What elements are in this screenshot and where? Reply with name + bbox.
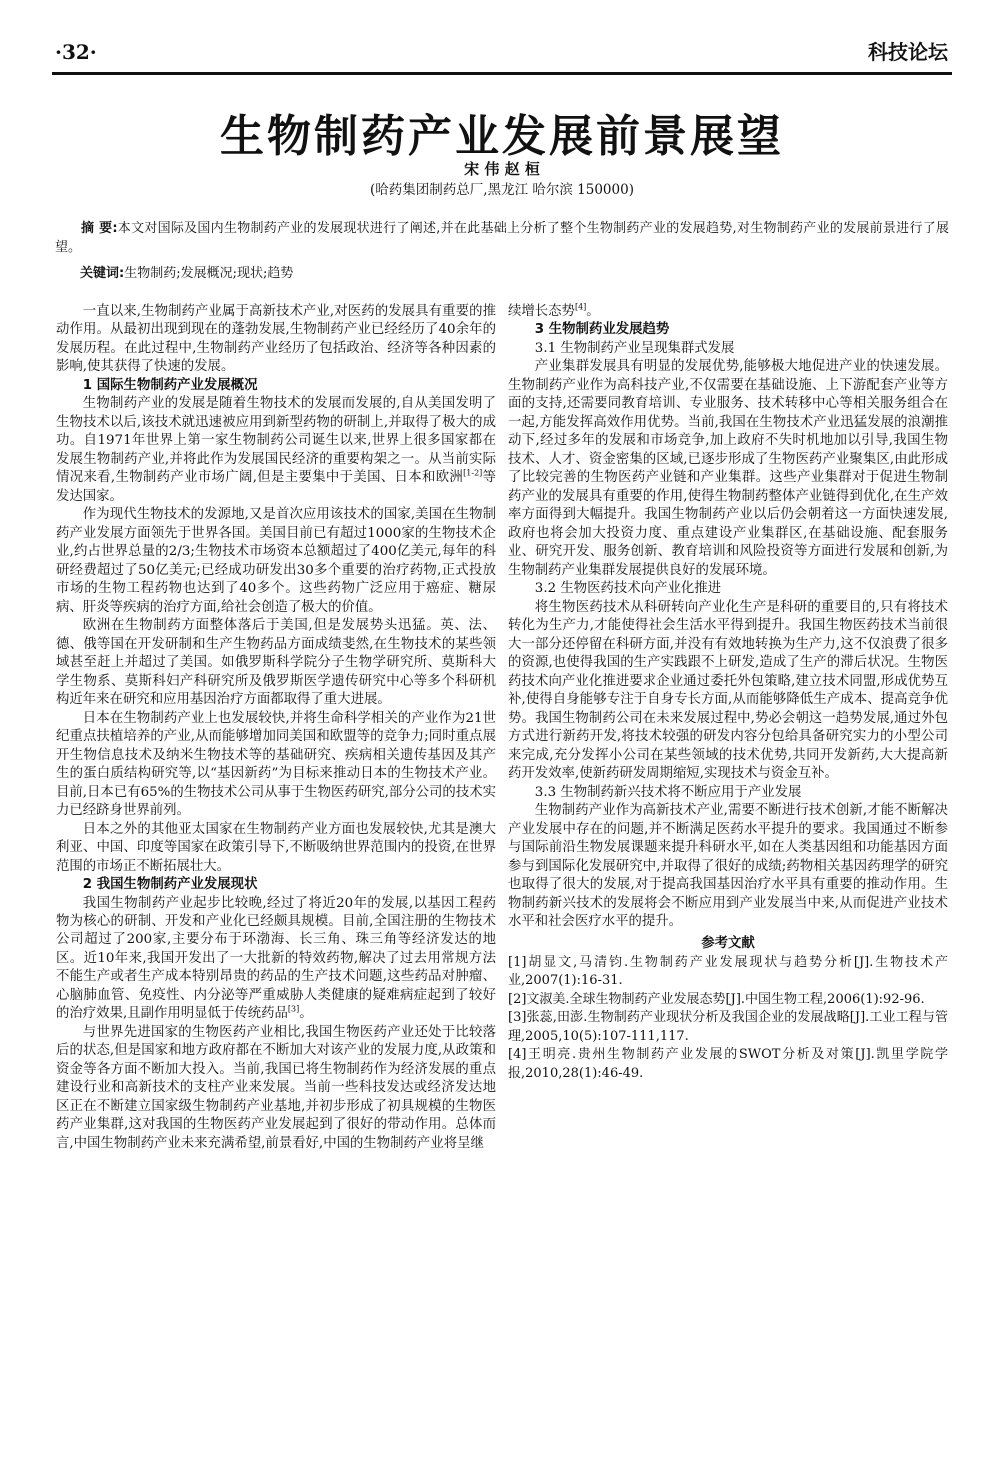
keywords (80, 262, 293, 281)
paragraph-text: 。 (586, 304, 600, 319)
paragraph (56, 395, 496, 506)
keywords-label: 关键词: (80, 266, 125, 281)
paragraph: 日本之外的其他亚太国家在生物制药产业方面也发展较快,尤其是澳大利亚、中国、印度等国家在政策引导下,不断吸纳世界范围内的投资,在世界范围的市场正不断拓展壮大。 (56, 821, 496, 874)
article-affiliation: (哈药集团制药总厂,黑龙江 哈尔滨 150000) (370, 182, 634, 198)
page-number: ·32· (55, 40, 97, 64)
paragraph: 作为现代生物技术的发源地,又是首次应用该技术的国家,美国在生物制药产业发展方面领先于世界各国。美国目前已有超过1000家的生物技术企业,约占世界总量的2/3;生物技术市场资本总额超过了400亿美元,每年的科研经费超过了50亿美元;已经成功研发出30多个重要的治疗药物,正式投放市场的生物工程药物也达到了40多个。这些药物广泛应用于癌症、糖尿病、肝炎等疾病的治疗方面,给社会创造了极大的价值。 (56, 507, 496, 615)
keywords-text: 生物制药;发展概况;现状;趋势 (124, 266, 294, 281)
subsection-heading: 3.1 生物制药产业呈现集群式发展 (534, 340, 735, 356)
paragraph: 将生物医药技术从科研转向产业化生产是科研的重要目的,只有将技术转化为生产力,才能使得社会生活水平得到提升。我国生物医药技术当前很大一部分还停留在科研方面,并没有有效地转换为生产力,这不仅浪费了很多的资源,也使得我国的生产实践跟不上研发,造成了生产的滞后状况。生物医药技术向产业化推进要求企业通过委托外包策略,建立技术同盟,形成优势互补,使得自身能够专注于自身专长方面,从而能够降低生产成本、提高竞争优势。我国生物制药公司在未来发展过程中,势必会朝这一趋势发展,通过外包方式进行新药开发,将技术较强的研发内容分包给具备研究实力的小型公司来完成,充分发挥小公司在某些领域的技术优势,共同开发新药,大大提高新药开发效率,使新药研发周期缩短,实现技术与资金互补。 (508, 599, 948, 782)
paragraph: 欧洲在生物制药方面整体落后于美国,但是发展势头迅猛。英、法、德、俄等国在开发研制和生产生物药品方面成绩斐然,在生物技术的某些领域甚至赶上并超过了美国。如俄罗斯科学院分子生物学研究所、莫斯科大学生物系、莫斯科妇产科研究所及俄罗斯医学遗传研究中心等多个科研机构近年来在研究和应用基因治疗方面都取得了重大进展。 (56, 618, 496, 708)
article-authors: 宋 伟 赵 桓 (464, 160, 540, 178)
paragraph: 产业集群发展具有明显的发展优势,能够极大地促进产业的快速发展。生物制药产业作为高科技产业,不仅需要在基础设施、上下游配套产业等方面的支持,还需要同教育培训、专业服务、技术转移中心等相关服务组合在一起,方能发挥高效作用优势。当前,我国在生物技术产业迅猛发展的浪潮推动下,经过多年的发展和市场竞争,加上政府不失时机地加以引导,我国生物技术、人才、资金密集的区域,已逐步形成了生物医药产业聚集区,由此形成了比较完善的生物医药产业链和产业集群。这些产业集群对于促进生物制药产业的发展具有重要的作用,使得生物制药整体产业链得到优化,在生产效率方面得到大幅提升。我国生物制药产业以后仍会朝着这一方面快速发展,政府也将会加大投资力度、重点建设产业集群区,在基础设施、配套服务业、研究开发、服务创新、教育培训和风险投资等方面进行发展和创新,为生物制药产业集群发展提供良好的发展环境。 (508, 359, 948, 578)
subsection-heading: 3.3 生物制药新兴技术将不断应用于产业发展 (534, 784, 802, 800)
left-column (56, 303, 496, 1153)
reference-item: [4]王明亮.贵州生物制药产业发展的SWOT分析及对策[J].凯里学院学报,2010,28(1):46-49. (508, 1047, 948, 1081)
subsection-heading: 3.2 生物医药技术向产业化推进 (534, 581, 722, 597)
paragraph (508, 303, 948, 321)
reference-item: [3]张蕊,田澎.生物制药产业现状分析及我国企业的发展战略[J].工业工程与管理,2005,10(5):107-111,117. (508, 1010, 948, 1044)
reference-item: [2]文淑美.全球生物制药产业发展态势[J].中国生物工程,2006(1):92-96. (508, 991, 925, 1007)
column-name: 科技论坛 (868, 40, 948, 64)
section-heading: 1 国际生物制药产业发展概况 (82, 377, 258, 393)
references-title: 参考文献 (701, 936, 755, 952)
paragraph-text: 续增长态势 (508, 304, 575, 319)
paragraph-text: 。 (299, 1006, 313, 1022)
paragraph: 与世界先进国家的生物医药产业相比,我国生物医药产业还处于比较落后的状态,但是国家和地方政府都在不断加大对该产业的发展力度,从政策和资金等各方面不断加大投入。当前,我国已将生物制药作为经济发展的重点建设行业和高新技术的支柱产业来发展。当前一些科技发达或经济发达地区正在不断建立国家级生物制药产业基地,并初步形成了初具规模的生物医药产业集群,这对我国的生物医药产业发展起到了很好的带动作用。总体而言,中国生物制药产业未来充满希望,前景看好,中国的生物制药产业将呈继 (56, 1024, 496, 1151)
section-heading: 3 生物制药业发展趋势 (534, 322, 670, 338)
article-title: 生物制药产业发展前景展望 (220, 111, 784, 162)
right-column (508, 303, 948, 1083)
paragraph-text: 我国生物制药产业起步比较晚,经过了将近20年的发展,以基因工程药物为核心的研制、开发和产业化已经颇具规模。目前,全国注册的生物技术公司超过了200家,主要分布于环渤海、长三角、珠三角等经济发达的地区。近10年来,我国开发出了一大批新的特效药物,解决了过去用常规方法不能生产或者生产成本特别昂贵的药品的生产技术问题,这些药品对肿瘤、心脑肺血管、免疫性、内分泌等严重威胁人类健康的疑难病症起到了较好的治疗效果,且副作用明显低于传统药品 (56, 895, 496, 1022)
citation: [4] (574, 302, 587, 312)
paragraph (56, 895, 496, 1024)
abstract (55, 220, 949, 257)
paragraph: 生物制药产业作为高新技术产业,需要不断进行技术创新,才能不断解决产业发展中存在的问题,并不断满足医药水平提升的要求。我国通过不断参与国际前沿生物发展课题来提升科研水平,如在人类基因组和功能基因方面参与到国际化发展研究中,并取得了很好的成绩;药物相关基因药理学的研究也取得了很大的发展,对于提高我国基因治疗水平具有重要的推动作用。生物制药新兴技术的发展将会不断应用到产业发展当中来,从而促进产业技术水平和社会医疗水平的提升。 (508, 803, 948, 929)
citation: [1-2] (463, 468, 483, 478)
section-heading: 2 我国生物制药产业发展现状 (82, 877, 258, 893)
paragraph-text: 生物制药产业的发展是随着生物技术的发展而发展的,自从美国发明了生物技术以后,该技术就迅速被应用到新型药物的研制上,并取得了极大的成功。自1971年世界上第一家生物制药公司诞生以来,世界上很多国家都在发展生物制药产业,并将此作为发展国民经济的重要构架之一。从当前实际情况来看,生物制药产业市场广阔,但是主要集中于美国、日本和欧洲 (56, 396, 496, 486)
citation: [3] (287, 1004, 300, 1014)
paragraph-text: 等发达国家。 (56, 470, 497, 504)
abstract-text: 本文对国际及国内生物制药产业的发展现状进行了阐述,并在此基础上分析了整个生物制药产业的发展趋势,对生物制药产业的发展前景进行了展望。 (55, 221, 949, 255)
reference-item: [1]胡显文,马清钧.生物制药产业发展现状与趋势分析[J].生物技术产业,2007(1):16-31. (508, 954, 948, 989)
paragraph: 日本在生物制药产业上也发展较快,并将生命科学相关的产业作为21世纪重点扶植培养的产业,从而能够增加同美国和欧盟等的竞争力;同时重点展开生物信息技术及纳米生物技术等的基础研究、疾病相关遗传基因及其产生的蛋白质结构研究等,以“基因新药”为目标来推动日本的生物技术产业。目前,日本已有65%的生物技术公司从事于生物医药研究,部分公司的技术实力已经跻身世界前列。 (56, 710, 496, 819)
paragraph: 一直以来,生物制药产业属于高新技术产业,对医药的发展具有重要的推动作用。从最初出现到现在的蓬勃发展,生物制药产业已经经历了40余年的发展历程。在此过程中,生物制药产业经历了包括政治、经济等各种因素的影响,使其获得了快速的发展。 (56, 304, 496, 375)
abstract-label: 摘 要: (81, 221, 118, 236)
header-rule (52, 72, 952, 75)
